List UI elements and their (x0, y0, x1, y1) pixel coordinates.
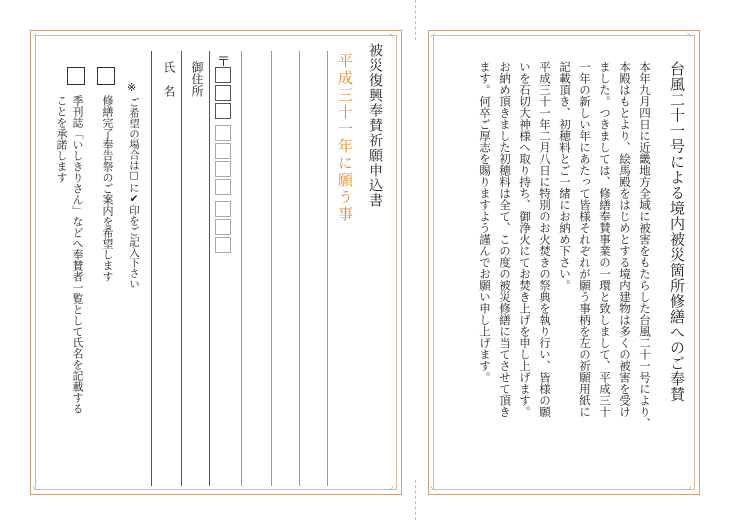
corner-ornament-top-right: ◝ (389, 32, 393, 43)
corner-ornament-bottom-right: ◞ (687, 481, 691, 492)
name-label: 氏 名 (162, 61, 176, 97)
publish-consent-checkbox[interactable] (67, 67, 85, 85)
corner-ornament-top-left: ◜ (431, 32, 435, 43)
form-title: 被災復興奉賛祈願申込書 (367, 43, 383, 208)
application-form-card (30, 30, 402, 495)
corner-ornament-top-left: ◜ (33, 32, 37, 43)
corner-ornament-bottom-right: ◞ (389, 481, 393, 492)
announcement-card (428, 30, 700, 495)
body-line: 一年の新しい年にあたって皆様それぞれが願う事柄を左の祈願用紙に (578, 61, 592, 418)
corner-ornament-bottom-left: ◟ (431, 481, 435, 492)
info-request-option: 修繕完了奉告祭のご案内を希望します (101, 95, 114, 282)
wish-writing-line[interactable] (241, 51, 242, 486)
postal-mark: 〒 (217, 55, 231, 70)
announcement-title: 台風二十一号による境内被災箇所修繕へのご奉賛 (668, 61, 686, 402)
postal-code-box[interactable] (215, 161, 231, 177)
publish-consent-option: 季刊誌「いしきりさん」などへ奉賛者一覧として氏名を記載する (71, 95, 84, 414)
postal-code-box[interactable] (215, 179, 231, 195)
address-label: 御住所 (190, 61, 204, 97)
body-line: お納め頂きました初穂料は全て、この度の被災修繕に当てさせて頂き (498, 61, 512, 418)
wish-writing-line[interactable] (271, 51, 272, 486)
postal-code-box[interactable] (215, 237, 231, 253)
postal-code-box[interactable] (215, 103, 231, 119)
body-line: いを石切大神様へ取り持ち、御浄火にてお焚き上げを申し上げます。 (518, 61, 532, 418)
publish-consent-option-cont: ことを承諾します (55, 95, 68, 183)
body-line: 本年九月四日に近畿地方全域に被害をもたらした台風二十一号により、 (638, 61, 652, 429)
postal-code-box[interactable] (215, 143, 231, 159)
postal-code-box[interactable] (215, 201, 231, 217)
note-mark: ※ (127, 81, 137, 94)
form-divider (151, 51, 152, 486)
address-field-line[interactable] (209, 51, 210, 486)
postal-code-box[interactable] (215, 219, 231, 235)
corner-ornament-top-right: ◝ (687, 32, 691, 43)
fold-line-top (415, 0, 416, 40)
body-line: ます。何卒ご厚志を賜りますよう謹んでお願い申し上げます。 (478, 61, 492, 383)
body-line: 本殿はもとより、絵馬殿をはじめとする境内建物は多くの被害を受け (618, 61, 632, 418)
info-request-checkbox[interactable] (97, 67, 115, 85)
wish-writing-line[interactable] (327, 51, 328, 486)
wish-writing-line[interactable] (299, 51, 300, 486)
body-line: 平成三十一年二月八日に特別のお火焚きの祭典を執り行い、皆様の願 (538, 61, 552, 418)
postal-code-box[interactable] (215, 125, 231, 141)
postal-code-box[interactable] (215, 67, 231, 83)
name-field-line[interactable] (181, 51, 182, 486)
wish-heading: 平成三十一年に願う事 (336, 53, 354, 223)
corner-ornament-bottom-left: ◟ (33, 481, 37, 492)
note-text: ご希望の場合は☐に✔印をご記入下さい (128, 97, 140, 289)
fold-line-bottom (415, 480, 416, 520)
body-line: 記載頂き、初穂料とご一緒にお納め下さい。 (558, 61, 572, 291)
body-line: ました。つきましては、修繕奉賛事業の一環と致しまして、平成三十 (598, 61, 612, 418)
postal-code-box[interactable] (215, 85, 231, 101)
